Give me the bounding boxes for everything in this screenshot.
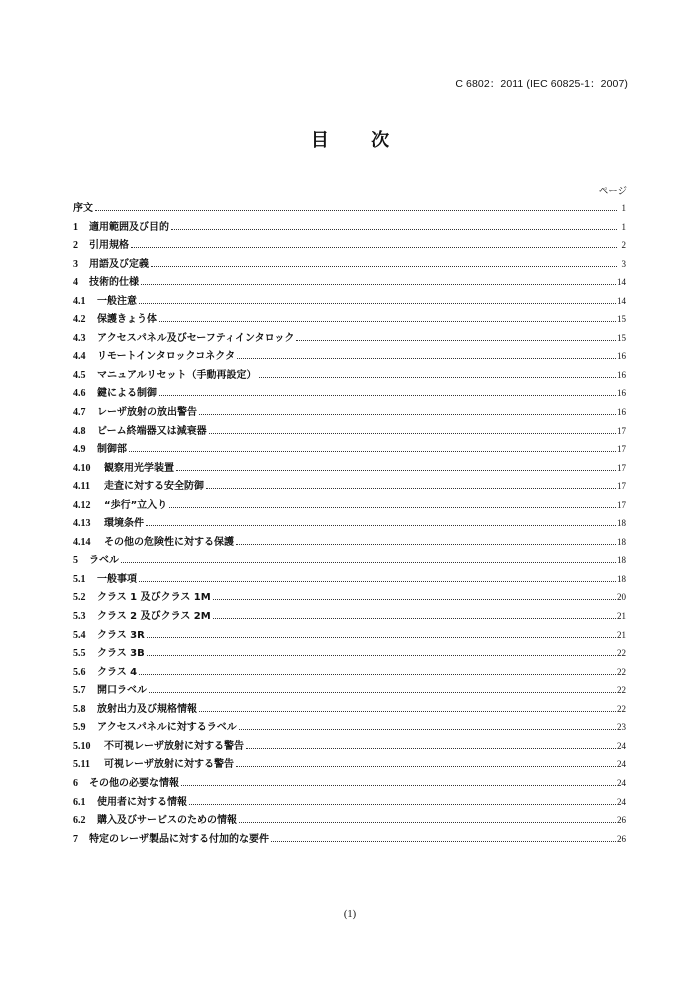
toc-leader-dots [271,841,616,842]
toc-section-number: 4.5 [73,369,86,381]
toc-entry[interactable] [73,774,626,793]
toc-page-number: 3 [621,258,626,269]
page-title: 目 次 [310,130,408,151]
toc-entry[interactable] [73,273,626,292]
toc-page-number: 1 [621,203,626,213]
toc-section-title: 観察用光学装置 [104,462,174,474]
toc-page-number: 22 [617,685,626,696]
toc-leader-dots [181,785,616,786]
toc-leader-dots [159,395,616,396]
toc-leader-dots [239,729,616,730]
toc-entry[interactable] [73,310,626,329]
toc-section-number: 6.1 [73,796,86,808]
toc-section-title: 放射出力及び規格情報 [97,703,197,715]
toc-leader-dots [209,433,616,434]
toc-page-number: 22 [617,666,626,677]
toc-page-number: 18 [617,555,626,566]
toc-leader-dots [129,451,616,452]
toc-section-title: クラス 3R [97,629,145,641]
toc-page-number: 17 [617,462,626,473]
toc-leader-dots [169,507,616,508]
toc-section-number: 5.6 [73,666,86,678]
toc-leader-dots [147,637,616,638]
toc-section-number: 4.3 [73,332,86,344]
toc-page-number: 14 [617,295,626,306]
toc-section-title: ビーム終端器又は減衰器 [97,425,207,437]
toc-entry[interactable] [73,551,626,570]
toc-section-title: 一般注意 [97,295,137,307]
toc-page-number: 18 [617,573,626,584]
page-number-footer: (1) [343,909,357,920]
toc-leader-dots [259,377,617,378]
toc-section-title: 鍵による制御 [97,388,157,400]
toc-section-title: 不可視レーザ放射に対する警告 [104,740,244,752]
toc-section-number: 6.2 [73,815,86,827]
toc-section-number: 5.11 [73,759,90,771]
toc-section-number: 4 [73,277,78,289]
toc-page-number: 17 [617,481,626,492]
toc-section-number: 5.5 [73,648,86,660]
toc-section-number: 4.6 [73,388,86,400]
toc-entry[interactable] [73,700,626,719]
toc-section-number: 5.7 [73,685,86,697]
toc-leader-dots [239,822,616,823]
toc-page-number: 15 [617,314,626,325]
toc-section-title: 可視レーザ放射に対する警告 [104,759,234,771]
toc-page-number: 18 [617,536,626,547]
toc-leader-dots [141,284,616,285]
toc-entry[interactable] [73,236,626,255]
toc-section-number: 4.7 [73,407,86,419]
toc-section-number: 5.8 [73,703,86,715]
toc-section-title: 開口ラベル [97,685,147,697]
toc-section-title: 引用規格 [89,240,129,252]
toc-section-number: 6 [73,777,78,789]
toc-page-number: 26 [617,833,626,844]
toc-leader-dots [131,247,617,248]
toc-page-number: 18 [617,518,626,529]
toc-leader-dots [95,210,617,211]
toc-section-number: 3 [73,258,78,270]
toc-leader-dots [176,470,616,471]
toc-section-title: 技術的仕様 [89,277,139,289]
toc-section-number: 5.1 [73,573,86,585]
toc-section-title: クラス 4 [97,666,138,678]
toc-page-number: 21 [617,611,626,622]
toc-page-number: 16 [617,407,626,418]
toc-leader-dots [171,229,617,230]
toc-page-number: 17 [617,444,626,455]
toc-entry[interactable] [73,218,626,237]
toc-leader-dots [146,525,616,526]
toc-entry[interactable] [73,718,626,737]
page-column-label: ページ [598,186,627,197]
toc-section-title: アクセスパネル及びセーフティインタロック [97,332,295,344]
toc-page-number: 14 [617,277,626,288]
toc-entry[interactable] [73,384,626,403]
toc-page-number: 16 [617,388,626,399]
toc-page-number: 23 [617,722,626,733]
toc-leader-dots [151,266,617,267]
toc-leader-dots [121,562,616,563]
toc-section-number: 4.10 [73,462,91,474]
toc-section-title: レーザ放射の放出警告 [97,407,197,419]
toc-leader-dots [139,581,616,582]
toc-section-title: クラス 2 及びクラス 2M [97,611,211,623]
toc-section-title: 保護きょう体 [97,314,157,326]
toc-section-number: 1 [73,221,78,233]
toc-entry[interactable] [73,533,626,552]
toc-page-number: 17 [617,499,626,510]
toc-section-title: 環境条件 [104,518,144,530]
toc-entry[interactable] [73,292,626,311]
toc-leader-dots [199,414,616,415]
toc-leader-dots [213,599,616,600]
toc-leader-dots [236,766,616,767]
toc-leader-dots [189,804,616,805]
toc-section-number: 4.12 [73,499,91,511]
toc-leader-dots [296,340,616,341]
toc-leader-dots [206,488,616,489]
toc-entry[interactable] [73,477,626,496]
toc-leader-dots [139,303,616,304]
toc-entry[interactable] [73,737,626,756]
toc-section-title: その他の危険性に対する保護 [104,536,234,548]
toc-section-number: 5 [73,555,78,567]
toc-section-title: 走査に対する安全防御 [104,481,204,493]
toc-entry[interactable] [73,644,626,663]
table-of-contents [73,199,626,848]
toc-entry[interactable] [73,514,626,533]
toc-section-title: 特定のレーザ製品に対する付加的な要件 [89,833,269,845]
toc-leader-dots [139,674,616,675]
toc-page-number: 2 [621,240,626,251]
toc-entry[interactable] [73,440,626,459]
toc-section-title: “歩行”立入り [104,499,168,511]
toc-entry[interactable] [73,329,626,348]
toc-page-number: 20 [617,592,626,603]
toc-section-title: マニュアルリセット（手動再設定） [97,369,257,381]
toc-leader-dots [199,711,616,712]
toc-section-number: 4.13 [73,518,91,530]
toc-entry[interactable] [73,793,626,812]
toc-entry[interactable] [73,681,626,700]
toc-entry[interactable] [73,626,626,645]
toc-section-number: 4.2 [73,314,86,326]
toc-entry[interactable] [73,496,626,515]
toc-section-title: 購入及びサービスのための情報 [97,815,237,827]
toc-section-title: リモートインタロックコネクタ [97,351,236,363]
toc-section-title: その他の必要な情報 [89,777,179,789]
toc-section-number: 7 [73,833,78,845]
toc-entry[interactable] [73,366,626,385]
toc-section-number: 5.3 [73,611,86,623]
toc-page-number: 1 [621,221,626,232]
toc-section-number: 5.2 [73,592,86,604]
toc-entry[interactable] [73,199,626,218]
toc-entry[interactable] [73,830,626,849]
toc-entry[interactable] [73,588,626,607]
toc-page-number: 22 [617,703,626,714]
toc-entry[interactable] [73,607,626,626]
toc-section-title: 用語及び定義 [89,258,149,270]
toc-section-title: 制御部 [97,444,127,456]
toc-section-number: 4.1 [73,295,86,307]
toc-page-number: 22 [617,648,626,659]
toc-entry[interactable] [73,347,626,366]
toc-section-title: ラベル [89,555,119,567]
toc-section-number: 4.14 [73,536,91,548]
toc-section-title: 一般事項 [97,573,137,585]
toc-section-number: 4.4 [73,351,86,363]
toc-section-number: 2 [73,240,78,252]
toc-leader-dots [237,358,616,359]
toc-page-number: 26 [617,815,626,826]
toc-section-title: 使用者に対する情報 [97,796,187,808]
toc-page-number: 24 [617,759,626,770]
toc-section-title: 適用範囲及び目的 [89,221,169,233]
toc-section-number: 5.9 [73,722,86,734]
toc-section-title: クラス 1 及びクラス 1M [97,592,211,604]
toc-entry[interactable] [73,663,626,682]
toc-leader-dots [149,692,616,693]
toc-leader-dots [147,655,616,656]
toc-section-title: アクセスパネルに対するラベル [97,722,237,734]
toc-leader-dots [213,618,616,619]
toc-page-number: 17 [617,425,626,436]
toc-entry[interactable] [73,255,626,274]
toc-entry[interactable] [73,422,626,441]
toc-entry[interactable] [73,403,626,422]
toc-section-number: 5.4 [73,629,86,641]
toc-leader-dots [159,321,616,322]
toc-section-title: 序文 [73,203,93,214]
toc-entry[interactable] [73,459,626,478]
toc-page-number: 24 [617,796,626,807]
toc-page-number: 24 [617,777,626,788]
toc-page-number: 21 [617,629,626,640]
toc-section-number: 5.10 [73,740,91,752]
toc-page-number: 24 [617,740,626,751]
toc-section-number: 4.11 [73,481,90,493]
toc-section-number: 4.8 [73,425,86,437]
toc-entry[interactable] [73,755,626,774]
toc-section-title: クラス 3B [97,648,145,660]
toc-entry[interactable] [73,811,626,830]
toc-page-number: 16 [617,369,626,380]
toc-entry[interactable] [73,570,626,589]
toc-page-number: 16 [617,351,626,362]
toc-section-number: 4.9 [73,444,86,456]
standard-number-header: C 6802：2011 (IEC 60825-1：2007) [455,78,628,90]
toc-leader-dots [246,748,616,749]
toc-leader-dots [236,544,616,545]
toc-page-number: 15 [617,332,626,343]
